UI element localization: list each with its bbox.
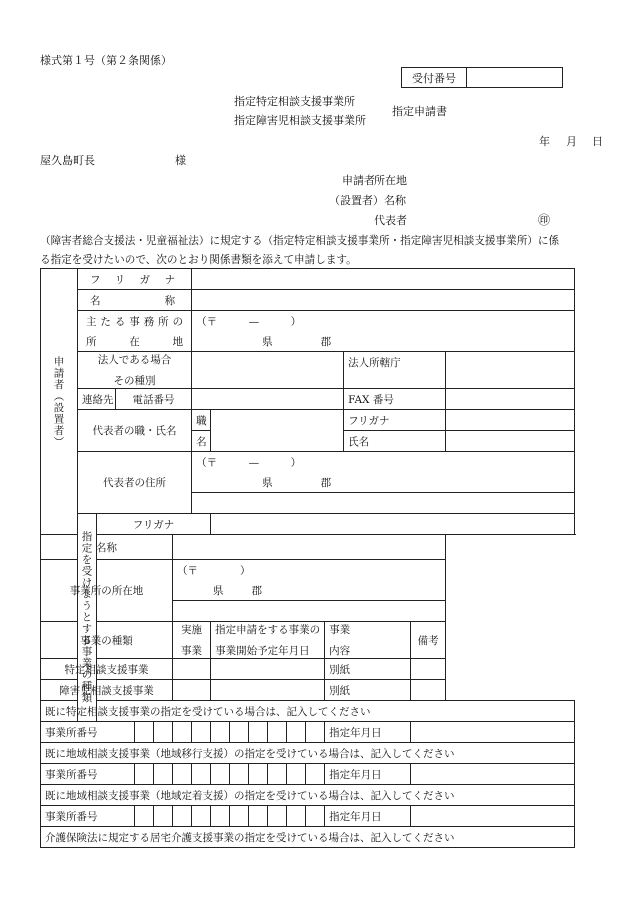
- office-no-digit[interactable]: [249, 806, 268, 827]
- designated-date-value-1[interactable]: [411, 722, 575, 743]
- office-no-digit[interactable]: [306, 806, 325, 827]
- office-no-digit[interactable]: [287, 806, 306, 827]
- applicant-furigana-value[interactable]: [192, 269, 575, 290]
- office-no-digit[interactable]: [287, 764, 306, 785]
- office-no-digit[interactable]: [173, 722, 192, 743]
- business-name-value[interactable]: [173, 535, 446, 560]
- office-no-digit[interactable]: [135, 764, 154, 785]
- business-row1-remarks[interactable]: [411, 659, 446, 680]
- business-row2-impl[interactable]: [173, 680, 211, 701]
- applicant-side-label: 申請者（設置者）: [41, 269, 78, 535]
- applicant-name-value[interactable]: [192, 290, 575, 311]
- designated-date-value-2[interactable]: [411, 764, 575, 785]
- receipt-label: 受付番号: [402, 68, 467, 87]
- business-pref-county[interactable]: [173, 580, 446, 601]
- office-prefecture: 県: [262, 335, 273, 348]
- office-address-label2: 所在地: [78, 331, 192, 352]
- office-no-digit[interactable]: [306, 722, 325, 743]
- application-table: [40, 268, 575, 848]
- fax-label: FAX 番号: [344, 389, 446, 410]
- applicant-name-label-cell: 名称: [78, 290, 192, 311]
- start-date-label: [211, 622, 325, 659]
- business-type-label: 事業の種類: [41, 622, 173, 659]
- phone-label: 電話番号: [116, 389, 192, 410]
- business-county: 郡: [251, 584, 262, 597]
- rep-prefecture: 県: [262, 476, 273, 489]
- existing-q4: 介護保険法に規定する居宅介護支援事業の指定を受けている場合は、記入してください: [41, 827, 575, 848]
- rep-furigana-value[interactable]: [446, 410, 575, 431]
- office-no-digit[interactable]: [230, 764, 249, 785]
- rep-address-label: 代表者の住所: [78, 452, 192, 514]
- office-no-digit[interactable]: [192, 806, 211, 827]
- fax-value[interactable]: [446, 389, 575, 410]
- start-date-label-1: 指定申請をする事業の: [215, 624, 321, 636]
- title-char-2: 名: [192, 431, 211, 452]
- business-side-label: 指定を受けようとする事業の種類: [78, 514, 97, 722]
- date-year: 年: [539, 135, 550, 148]
- existing-q3: 既に地域相談支援事業（地域定着支援）の指定を受けている場合は、記入してください: [41, 785, 575, 806]
- designated-date-label-3: 指定年月日: [325, 806, 411, 827]
- business-postal[interactable]: （〒 ）: [173, 560, 446, 581]
- applicant-furigana-label: フリガナ: [78, 269, 192, 290]
- business-row1-date[interactable]: [211, 659, 325, 680]
- office-no-digit[interactable]: [230, 722, 249, 743]
- business-row2-date[interactable]: [211, 680, 325, 701]
- rep-county: 郡: [320, 476, 332, 489]
- business-address-extra[interactable]: [173, 601, 446, 622]
- office-no-digit[interactable]: [173, 806, 192, 827]
- statement-line1: （障害者総合支援法・児童福祉法）に規定する（指定特定相談支援事業所・指定障害児相談支援事業所）に係: [40, 235, 560, 247]
- office-no-digit[interactable]: [154, 764, 173, 785]
- impl-label-1: 実施: [181, 624, 203, 636]
- business-row2-remarks[interactable]: [411, 680, 446, 701]
- content-label: [325, 622, 411, 659]
- existing-q2: 既に地域相談支援事業（地域移行支援）の指定を受けている場合は、記入してください: [41, 743, 575, 764]
- contact-label: 連絡先: [78, 389, 116, 410]
- office-no-digit[interactable]: [211, 722, 230, 743]
- office-no-digit[interactable]: [154, 806, 173, 827]
- date-day: 日: [592, 135, 603, 148]
- receipt-value[interactable]: [467, 68, 562, 87]
- rep-title-value[interactable]: [211, 410, 344, 452]
- applicant-name-label: （設置者）名称: [329, 194, 406, 207]
- office-no-digit[interactable]: [192, 722, 211, 743]
- corp-authority-value[interactable]: [446, 352, 575, 389]
- rep-furigana-label: フリガナ: [344, 410, 446, 431]
- phone-value[interactable]: [192, 389, 344, 410]
- corp-authority-label: 法人所轄庁: [344, 352, 446, 389]
- office-no-digit[interactable]: [154, 722, 173, 743]
- business-furigana-label: フリガナ: [97, 514, 211, 535]
- business-row1-label: 特定相談支援事業: [41, 659, 173, 680]
- office-no-digit[interactable]: [192, 764, 211, 785]
- business-name-label: 名称: [41, 535, 173, 560]
- business-row1-content: 別紙: [325, 659, 411, 680]
- corp-type-value[interactable]: [192, 352, 344, 389]
- office-no-label-1: 事業所番号: [41, 722, 135, 743]
- designated-date-label-2: 指定年月日: [325, 764, 411, 785]
- office-no-digit[interactable]: [173, 764, 192, 785]
- title-char-1: 職: [192, 410, 211, 431]
- date-month: 月: [566, 135, 577, 148]
- office-postal[interactable]: （〒 — ）: [192, 311, 575, 332]
- existing-q1: 既に特定相談支援事業の指定を受けている場合は、記入してください: [41, 701, 575, 722]
- impl-label-2: 事業: [181, 645, 203, 657]
- office-no-digit[interactable]: [135, 806, 154, 827]
- office-no-digit[interactable]: [230, 806, 249, 827]
- office-no-digit[interactable]: [287, 722, 306, 743]
- rep-postal[interactable]: （〒 — ）: [192, 452, 575, 473]
- title-line1: 指定特定相談支援事業所: [234, 95, 355, 108]
- office-no-digit[interactable]: [211, 806, 230, 827]
- applicant-address-label: 所在地: [374, 174, 407, 187]
- content-label-1: 事業: [329, 624, 351, 636]
- office-county: 郡: [320, 335, 332, 348]
- business-prefecture: 県: [213, 584, 224, 597]
- rep-name-label: 氏名: [344, 431, 446, 452]
- business-row2-label: 障害児相談支援事業: [41, 680, 173, 701]
- title-line2: 指定障害児相談支援事業所: [234, 114, 366, 127]
- business-row2-content: 別紙: [325, 680, 411, 701]
- office-pref-county[interactable]: [192, 331, 575, 352]
- business-row1-impl[interactable]: [173, 659, 211, 680]
- office-no-label-2: 事業所番号: [41, 764, 135, 785]
- addressee: 屋久島町長: [40, 154, 95, 167]
- impl-label: [173, 622, 211, 659]
- rep-name-value[interactable]: [446, 431, 575, 452]
- rep-title-name-label: 代表者の職・氏名: [78, 410, 192, 452]
- receipt-number-box: [401, 67, 563, 88]
- office-no-digit[interactable]: [249, 764, 268, 785]
- corp-type-label: [78, 352, 192, 389]
- business-furigana-value[interactable]: [211, 514, 575, 535]
- designated-date-value-3[interactable]: [411, 806, 575, 827]
- rep-pref-county[interactable]: [192, 472, 575, 493]
- rep-address-extra[interactable]: [192, 493, 575, 514]
- form-number: 様式第１号（第２条関係）: [40, 54, 172, 67]
- seal-mark: ㊞: [538, 213, 551, 227]
- statement-line2: る指定を受けたいので、次のとおり関係書類を添えて申請します。: [40, 254, 357, 266]
- business-address-label: 事業所の所在地: [41, 560, 173, 622]
- start-date-label-2: 事業開始予定年月日: [215, 645, 310, 657]
- content-label-2: 内容: [329, 645, 351, 657]
- office-no-digit[interactable]: [135, 722, 154, 743]
- office-no-digit[interactable]: [249, 722, 268, 743]
- corp-type-label-1: 法人である場合: [97, 354, 172, 366]
- office-no-digit[interactable]: [268, 806, 287, 827]
- office-no-digit[interactable]: [211, 764, 230, 785]
- corp-type-label-2: その種別: [113, 375, 156, 387]
- office-no-digit[interactable]: [268, 722, 287, 743]
- remarks-label: 備考: [411, 622, 446, 659]
- designated-date-label-1: 指定年月日: [325, 722, 411, 743]
- office-no-digit[interactable]: [306, 764, 325, 785]
- office-no-label-3: 事業所番号: [41, 806, 135, 827]
- representative-label: 代表者: [374, 214, 407, 227]
- office-address-label1: 主たる事務所の: [78, 311, 192, 332]
- title-suffix: 指定申請書: [392, 105, 447, 118]
- applicant-label: 申請者: [342, 174, 375, 187]
- honorific: 様: [175, 154, 186, 167]
- office-no-digit[interactable]: [268, 764, 287, 785]
